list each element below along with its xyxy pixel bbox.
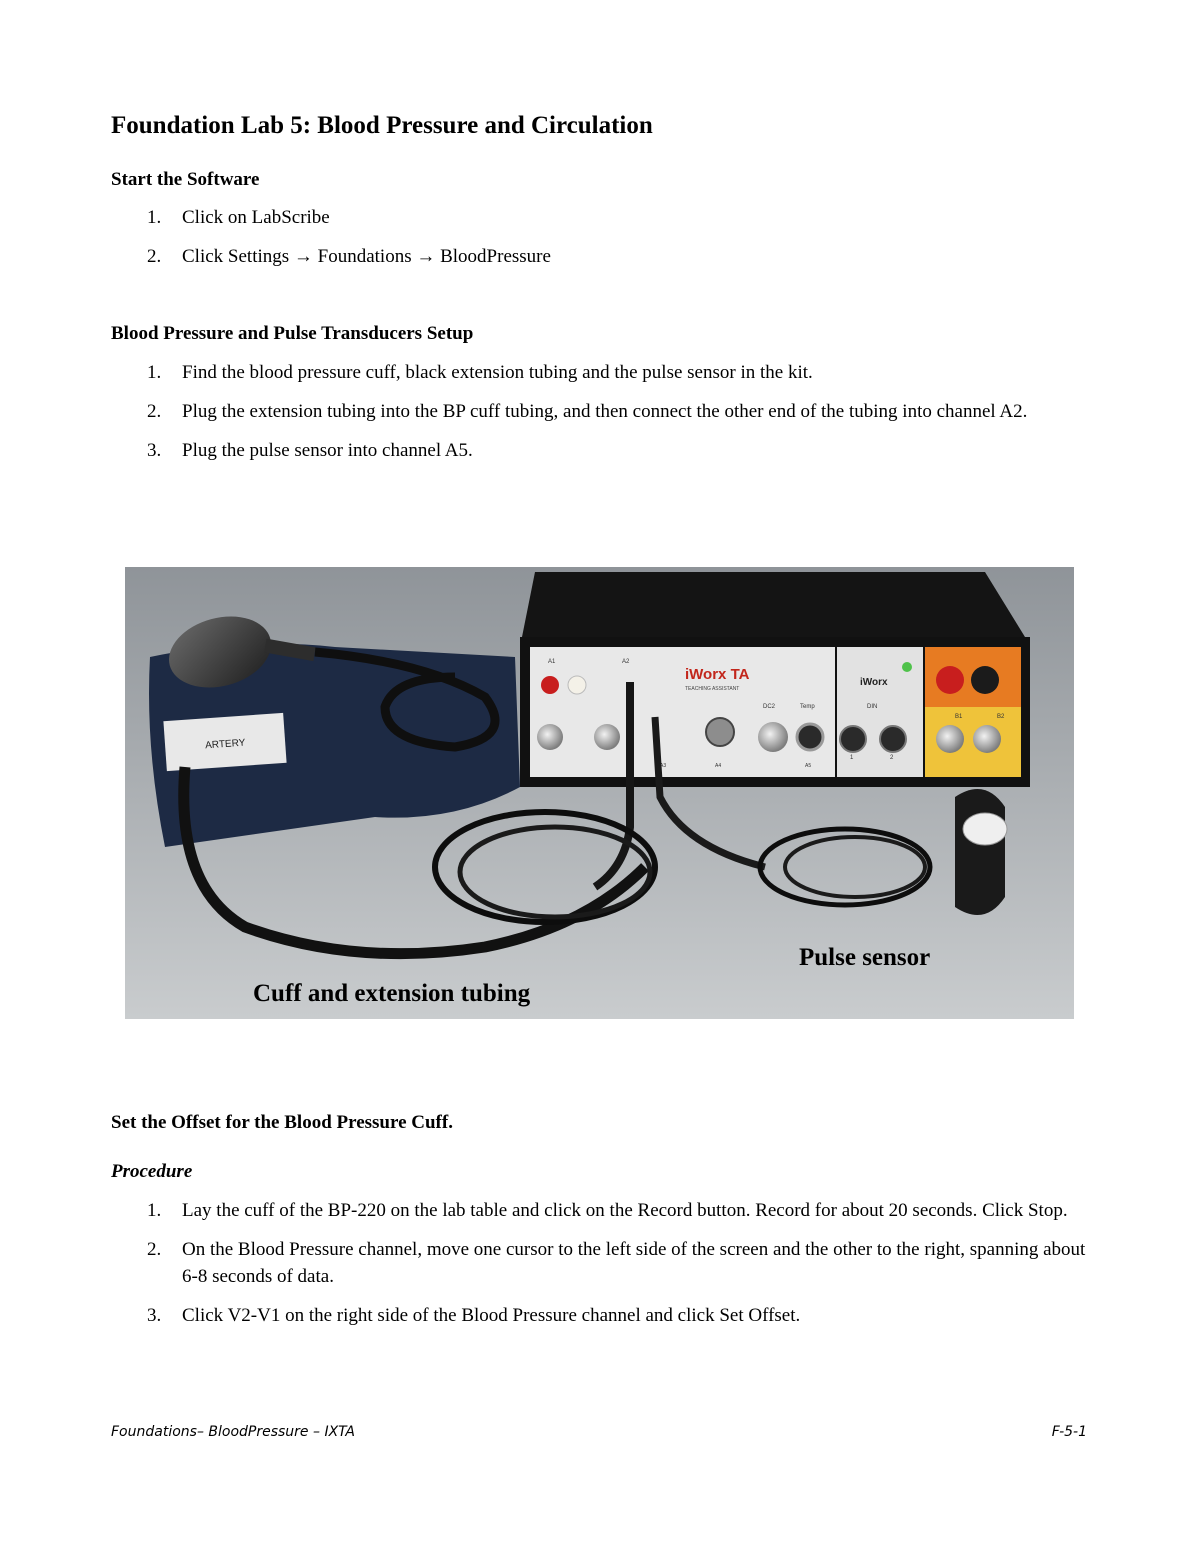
caption-cuff: Cuff and extension tubing <box>253 980 531 1007</box>
transducers-setup-steps <box>111 359 1101 476</box>
port-label: DC2 <box>763 704 776 710</box>
equipment-photo <box>125 567 1074 1019</box>
step-number: 1. <box>147 362 162 383</box>
list-item <box>111 243 1101 270</box>
step-number: 1. <box>147 1200 162 1221</box>
step-number: 2. <box>147 1239 162 1260</box>
step-number: 2. <box>147 246 162 267</box>
pulse-sensor-strap <box>955 789 1005 915</box>
port-label: B2 <box>997 714 1005 720</box>
step-text: Click V2-V1 on the right side of the Blood Pressure channel and click Set Offset. <box>182 1305 801 1326</box>
step-text: Plug the pulse sensor into channel A5. <box>182 440 473 461</box>
step-number: 1. <box>147 207 162 228</box>
din-port-1 <box>840 726 866 752</box>
list-item <box>111 1236 1101 1290</box>
step-text: Click Settings → Foundations → BloodPressure <box>182 246 551 267</box>
step-text: On the Blood Pressure channel, move one cursor to the left side of the screen and the other to the right, spanning about 6-8 seconds of data. <box>182 1239 1086 1287</box>
list-item <box>111 1197 1101 1224</box>
port-label: A2 <box>622 659 630 665</box>
list-item <box>111 1302 1101 1329</box>
bnc-connector <box>537 724 563 750</box>
device-brand: iWorx TA <box>685 666 750 683</box>
port-label: Temp <box>800 704 815 710</box>
list-item <box>111 204 1101 231</box>
equipment-illustration <box>125 567 1074 1019</box>
temp-jack <box>797 724 823 750</box>
bnc-connector <box>758 722 788 752</box>
list-item <box>111 398 1101 425</box>
cuff-artery-label: ARTERY <box>204 737 246 752</box>
port-label: 1 <box>850 755 854 761</box>
port-label: B1 <box>955 714 963 720</box>
pulse-sensor-head <box>963 813 1007 845</box>
port-label: A4 <box>715 763 722 769</box>
port-label: DIN <box>867 704 878 710</box>
step-text: Plug the extension tubing into the BP cuff tubing, and then connect the other end of the tubing into channel A2. <box>182 401 1028 422</box>
bnc-connector <box>973 725 1001 753</box>
step-number: 3. <box>147 440 162 461</box>
din-connector <box>706 718 734 746</box>
caption-pulse-sensor: Pulse sensor <box>799 944 931 971</box>
port-label: A1 <box>548 659 556 665</box>
subheading-procedure: Procedure <box>111 1161 193 1182</box>
port-label: A5 <box>805 763 812 769</box>
section-heading-transducers-setup: Blood Pressure and Pulse Transducers Setup <box>111 323 474 344</box>
device-top <box>520 572 1025 647</box>
red-terminal <box>936 666 964 694</box>
device-logo: iWorx <box>860 677 888 688</box>
step-number: 2. <box>147 401 162 422</box>
step-text: Click on LabScribe <box>182 207 330 228</box>
footer-document-id: Foundations– BloodPressure – IXTA <box>111 1424 356 1440</box>
start-software-steps <box>111 204 1101 282</box>
din-port-2 <box>880 726 906 752</box>
red-jack <box>541 676 559 694</box>
front-panel <box>530 647 835 777</box>
list-item <box>111 359 1101 386</box>
page-title: Foundation Lab 5: Blood Pressure and Circulation <box>111 112 653 139</box>
port-label: A3 <box>660 763 667 769</box>
section-heading-set-offset: Set the Offset for the Blood Pressure Cuff. <box>111 1112 453 1133</box>
black-terminal <box>971 666 999 694</box>
step-number: 3. <box>147 1305 162 1326</box>
power-led <box>902 662 912 672</box>
port-label: 2 <box>890 755 894 761</box>
footer-page-number: F-5-1 <box>1051 1424 1087 1440</box>
device-subtitle: TEACHING ASSISTANT <box>685 686 740 692</box>
bnc-connector <box>936 725 964 753</box>
procedure-steps <box>111 1197 1101 1341</box>
white-jack <box>568 676 586 694</box>
step-text: Find the blood pressure cuff, black extension tubing and the pulse sensor in the kit. <box>182 362 813 383</box>
section-heading-start-software: Start the Software <box>111 169 260 190</box>
list-item <box>111 437 1101 464</box>
step-text: Lay the cuff of the BP-220 on the lab table and click on the Record button. Record for about 20 seconds. Click Stop. <box>182 1200 1068 1221</box>
bnc-connector <box>594 724 620 750</box>
